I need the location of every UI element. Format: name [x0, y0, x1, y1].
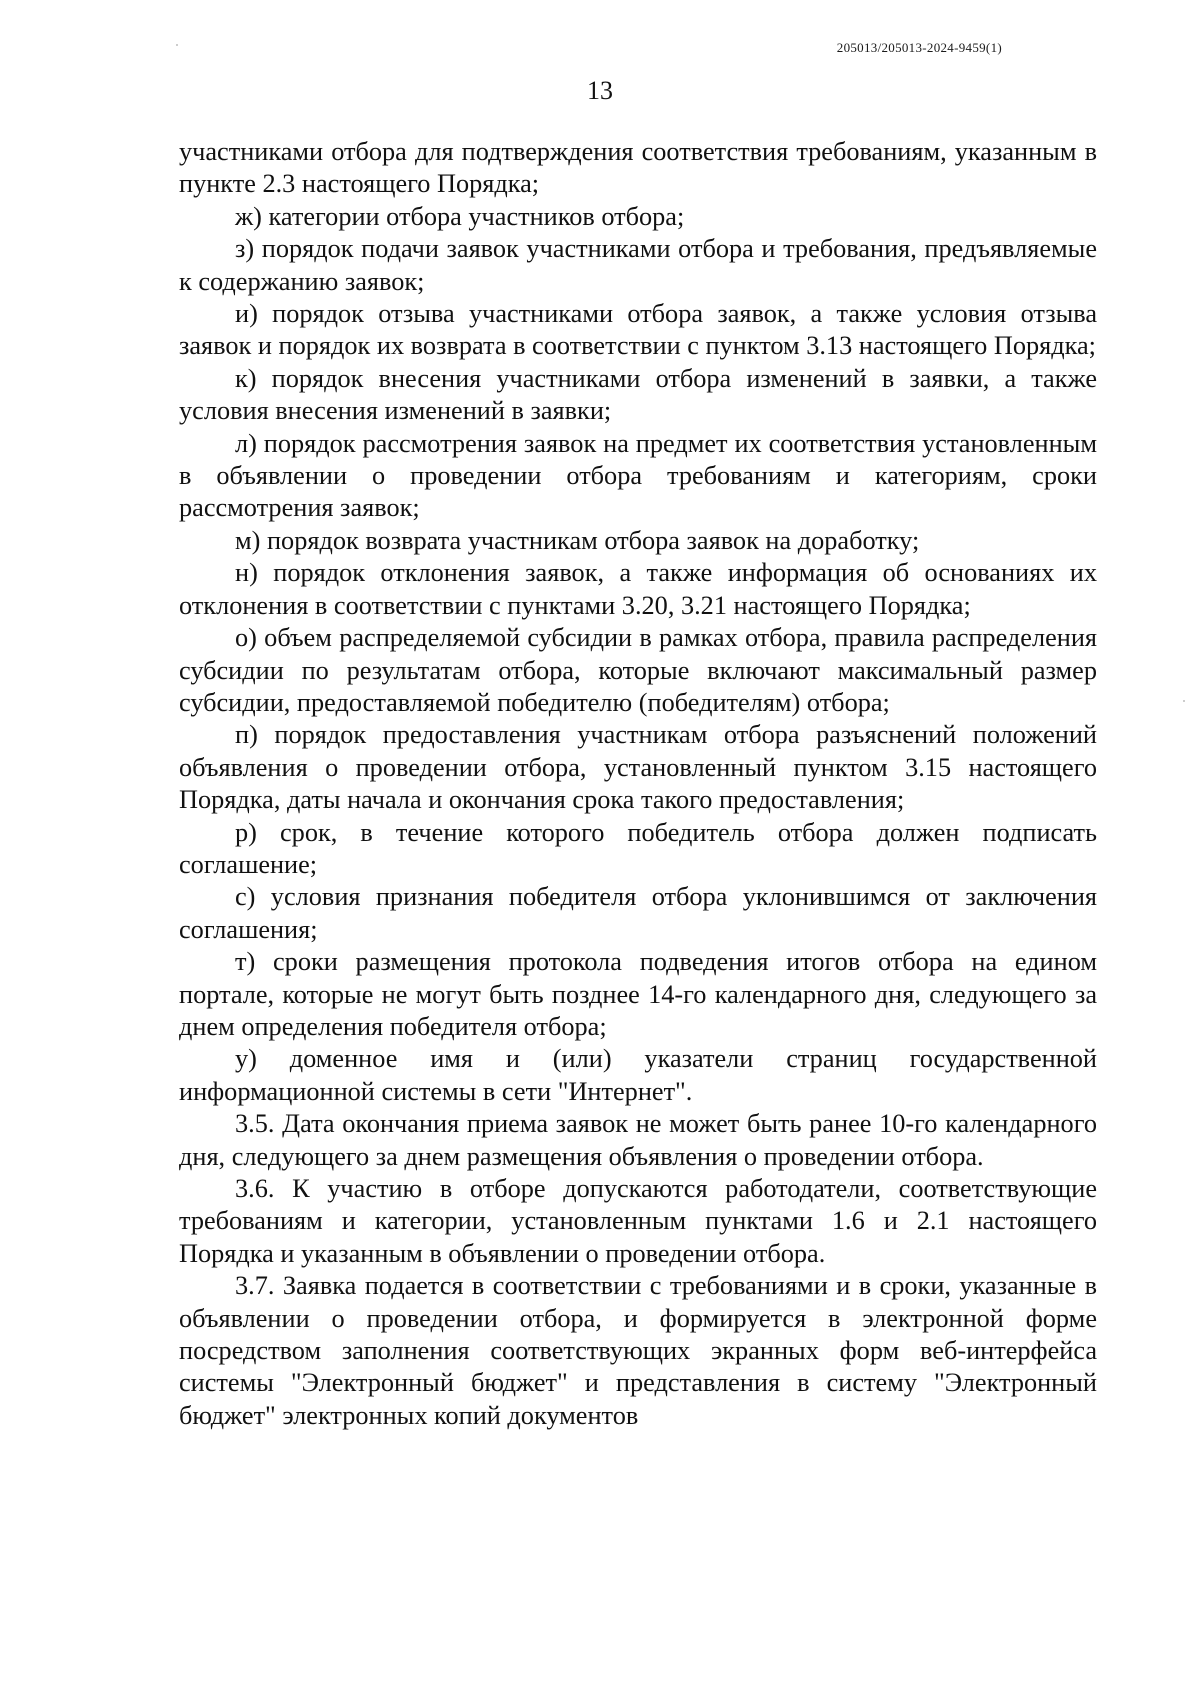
list-item-m: м) порядок возврата участникам отбора заявок на доработку; [235, 525, 920, 555]
list-item-o: о) объем распределяемой субсидии в рамках отбора, правила распределения субсидии по результатам отбора, которые включают максимальный размер субсидии, предоставляемой победителю (победителям) отбора; [179, 623, 1097, 717]
paragraph-continuation: участниками отбора для подтверждения соответствия требованиям, указанным в пункте 2.3 настоящего Порядка; [179, 137, 1097, 199]
scan-speck [1183, 700, 1185, 702]
list-item-z: з) порядок подачи заявок участниками отбора и требования, предъявляемые к содержанию заявок; [179, 234, 1097, 296]
list-item-s: с) условия признания победителя отбора уклонившимся от заключения соглашения; [179, 882, 1097, 944]
clause-3-6: 3.6. К участию в отборе допускаются работодатели, соответствующие требованиям и категории, установленным пунктами 1.6 и 2.1 настоящего Порядка и указанным в объявлении о проведении отбора. [179, 1174, 1097, 1268]
list-item-u: у) доменное имя и (или) указатели страниц государственной информационной системы в сети "Интернет". [179, 1044, 1097, 1106]
list-item-n: н) порядок отклонения заявок, а также информация об основаниях их отклонения в соответствии с пунктами 3.20, 3.21 настоящего Порядка; [179, 558, 1097, 620]
list-item-k: к) порядок внесения участниками отбора изменений в заявки, а также условия внесения изменений в заявки; [179, 363, 1097, 426]
page-number: 13 [587, 76, 613, 105]
clause-3-5: 3.5. Дата окончания приема заявок не может быть ранее 10-го календарного дня, следующего за днем размещения объявления о проведении отбора. [179, 1109, 1097, 1171]
list-item-t: т) сроки размещения протокола подведения итогов отбора на едином портале, которые не могут быть позднее 14-го календарного дня, следующего за днем определения победителя отбора; [179, 947, 1097, 1041]
list-item-r: р) срок, в течение которого победитель отбора должен подписать соглашение; [179, 817, 1097, 879]
list-item-i: и) порядок отзыва участниками отбора заявок, а также условия отзыва заявок и порядок их возврата в соответствии с пунктом 3.13 настоящего Порядка; [179, 299, 1097, 361]
clause-3-7: 3.7. Заявка подается в соответствии с требованиями и в сроки, указанные в объявлении о проведении отбора, и формируется в электронной форме посредством заполнения соответствующих экранных форм веб-интерфейса системы "Электронный бюджет" и представления в систему "Электронный бюджет" электронных копий документов [179, 1271, 1097, 1430]
list-item-p: п) порядок предоставления участникам отбора разъяснений положений объявления о проведении отбора, установленный пунктом 3.15 настоящего Порядка, даты начала и окончания срока такого предоставления; [179, 720, 1097, 815]
document-id: 205013/205013-2024-9459(1) [836, 40, 1002, 55]
list-item-l: л) порядок рассмотрения заявок на предмет их соответствия установленным в объявлении о проведении отбора требованиям и категориям, сроки рассмотрения заявок; [179, 428, 1097, 523]
scan-speck [176, 44, 178, 46]
list-item-zh: ж) категории отбора участников отбора; [235, 201, 685, 231]
document-body [179, 136, 1097, 1432]
